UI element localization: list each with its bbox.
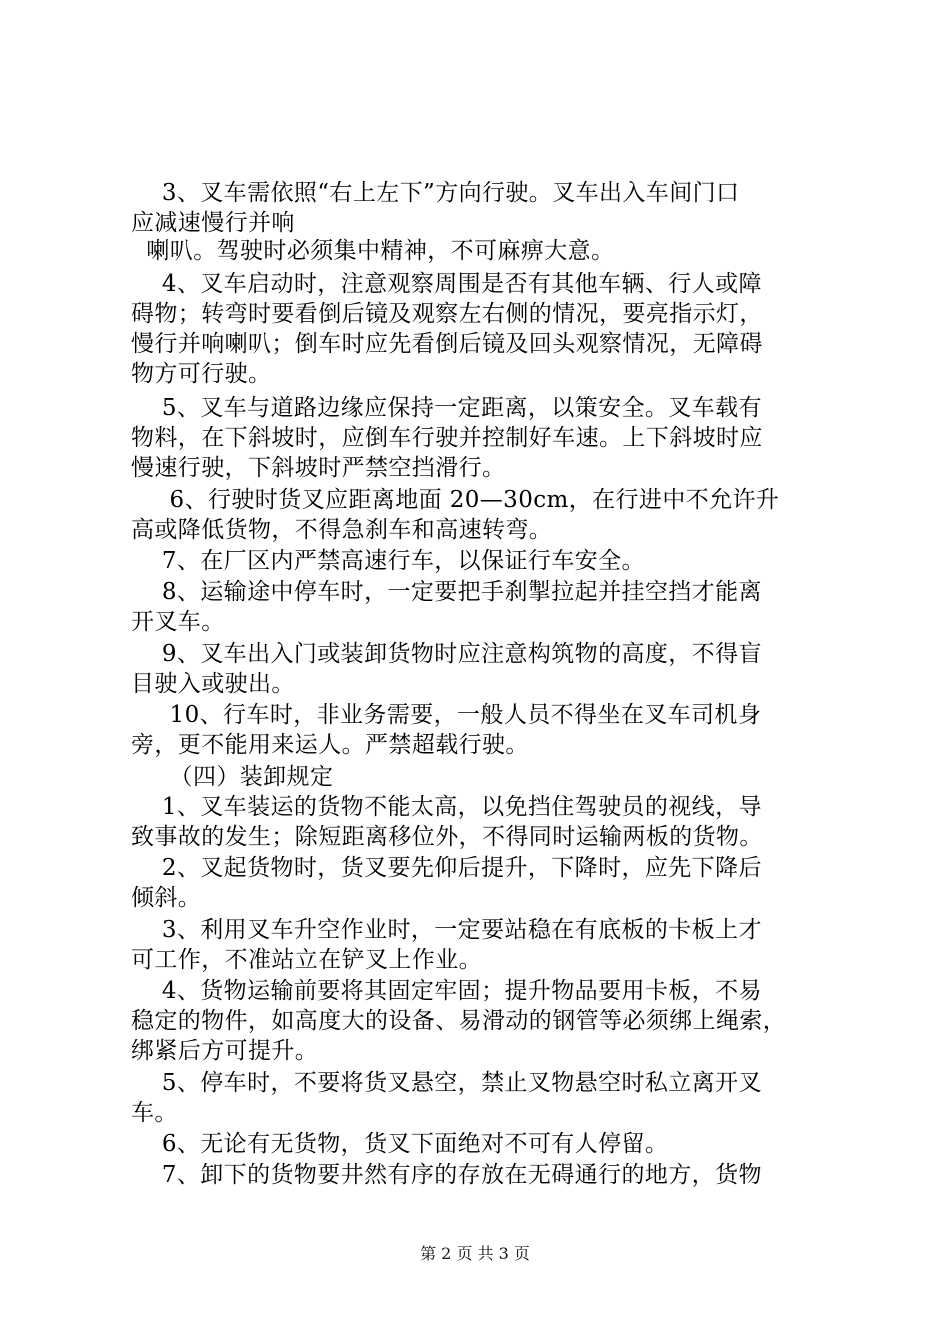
text-line: 目驶入或驶出。 bbox=[131, 671, 295, 697]
text-line: 绑紧后方可提升。 bbox=[131, 1038, 319, 1064]
text-line: 碍物；转弯时要看倒后镜及观察左右侧的情况，要亮指示灯， bbox=[131, 301, 763, 327]
text-line: 10、行车时，非业务需要，一般人员不得坐在叉车司机身 bbox=[131, 702, 762, 728]
text-line: 旁，更不能用来运人。严禁超载行驶。 bbox=[131, 732, 529, 758]
text-line: 6、行驶时货叉应距离地面 20—30cm，在行进中不允许升 bbox=[131, 487, 780, 513]
text-line: 致事故的发生；除短距离移位外，不得同时运输两板的货物。 bbox=[131, 824, 763, 850]
text-line: 高或降低货物，不得急刹车和高速转弯。 bbox=[131, 517, 553, 543]
text-line: 稳定的物件，如高度大的设备、易滑动的钢管等必须绑上绳索， bbox=[131, 1008, 787, 1034]
text-line: 8、运输途中停车时，一定要把手刹掣拉起并挂空挡才能离 bbox=[131, 579, 762, 605]
text-line: 物料，在下斜坡时，应倒车行驶并控制好车速。上下斜坡时应 bbox=[131, 425, 763, 451]
text-line: 慢速行驶，下斜坡时严禁空挡滑行。 bbox=[131, 455, 506, 481]
text-line: 6、无论有无货物，货叉下面绝对不可有人停留。 bbox=[131, 1131, 669, 1157]
text-line: 3、利用叉车升空作业时，一定要站稳在有底板的卡板上才 bbox=[131, 917, 762, 943]
text-line: 倾斜。 bbox=[131, 885, 202, 911]
text-line: 4、叉车启动时，注意观察周围是否有其他车辆、行人或障 bbox=[131, 271, 762, 297]
text-line: 3、叉车需依照“右上左下”方向行驶。叉车出入车间门口 bbox=[131, 180, 740, 206]
section-heading: （四）装卸规定 bbox=[131, 764, 334, 790]
text-line: 车。 bbox=[131, 1100, 178, 1126]
text-line: 7、在厂区内严禁高速行车，以保证行车安全。 bbox=[131, 548, 645, 574]
text-line: 喇叭。驾驶时必须集中精神，不可麻痹大意。 bbox=[131, 238, 615, 264]
text-line: 4、货物运输前要将其固定牢固；提升物品要用卡板，不易 bbox=[131, 978, 762, 1004]
text-line: 可工作，不准站立在铲叉上作业。 bbox=[131, 947, 482, 973]
text-line: 9、叉车出入门或装卸货物时应注意构筑物的高度，不得盲 bbox=[131, 641, 762, 667]
text-line: 2、叉起货物时，货叉要先仰后提升，下降时，应先下降后 bbox=[131, 855, 762, 881]
text-line: 应减速慢行并响 bbox=[131, 210, 295, 236]
text-line: 7、卸下的货物要井然有序的存放在无碍通行的地方，货物 bbox=[131, 1162, 762, 1188]
text-line: 慢行并响喇叭；倒车时应先看倒后镜及回头观察情况，无障碍 bbox=[131, 331, 763, 357]
text-line: 开叉车。 bbox=[131, 609, 225, 635]
page-number-footer: 第 2 页 共 3 页 bbox=[420, 1244, 530, 1263]
text-line: 物方可行驶。 bbox=[131, 361, 272, 387]
text-line: 5、停车时，不要将货叉悬空，禁止叉物悬空时私立离开叉 bbox=[131, 1070, 762, 1096]
text-line: 1、叉车装运的货物不能太高，以免挡住驾驶员的视线，导 bbox=[131, 794, 762, 820]
text-line: 5、叉车与道路边缘应保持一定距离，以策安全。叉车载有 bbox=[131, 395, 762, 421]
